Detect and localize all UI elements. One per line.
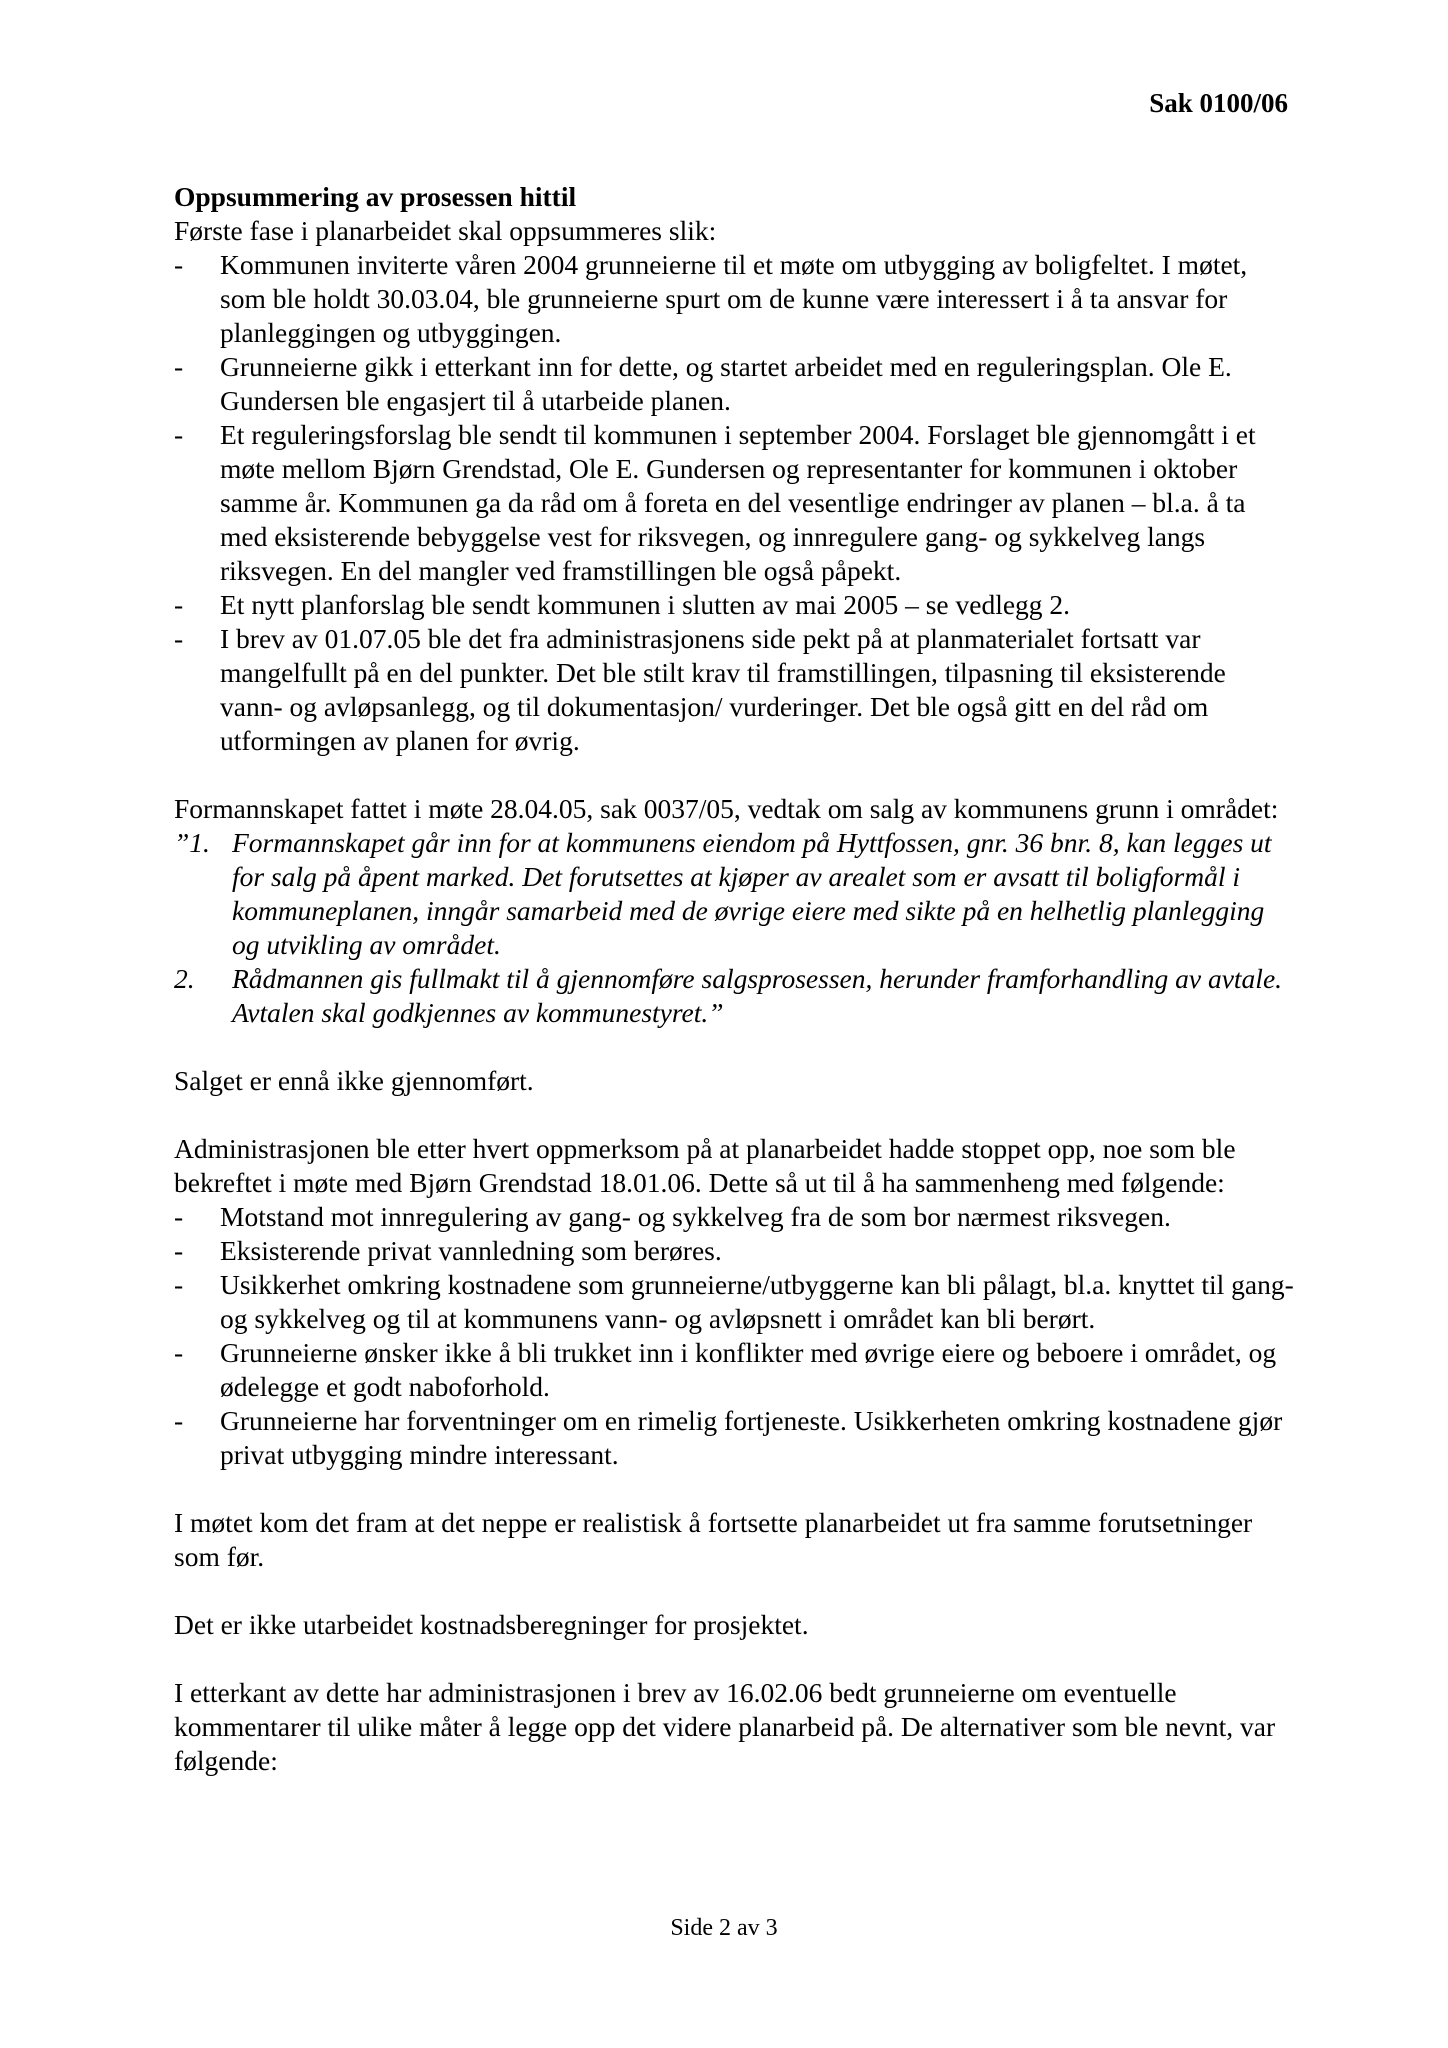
list-item [174, 1404, 1294, 1472]
dash-bullet: - [174, 419, 184, 450]
spacer [174, 1030, 1294, 1064]
list-item-text: Grunneierne har forventninger om en rimelig fortjeneste. Usikkerheten omkring kostnadene gjør privat utbygging mindre interessant. [220, 1405, 1283, 1470]
dash-bullet: - [174, 1235, 184, 1266]
document-body [174, 180, 1294, 1778]
list-item [174, 1200, 1294, 1234]
decision-item [174, 826, 1294, 962]
list-item-text: Motstand mot innregulering av gang- og sykkelveg fra de som bor nærmest riksvegen. [220, 1201, 1171, 1232]
page-footer: Side 2 av 3 [670, 1915, 778, 1941]
list-item [174, 588, 1294, 622]
list-item [174, 418, 1294, 588]
list-item-text: Grunneierne gikk i etterkant inn for dette, og startet arbeidet med en reguleringsplan. Ole E. Gundersen ble engasjert til å utarbeide planen. [220, 351, 1232, 416]
list-item [174, 248, 1294, 350]
process-list [174, 248, 1294, 758]
dash-bullet: - [174, 1337, 184, 1368]
decision-item [174, 962, 1294, 1030]
section-title: Oppsummering av prosessen hittil [174, 181, 577, 212]
dash-bullet: - [174, 1269, 184, 1300]
formannskap-paragraph: Formannskapet fattet i møte 28.04.05, sak 0037/05, vedtak om salg av kommunens grunn i området: [174, 793, 1279, 824]
dash-bullet: - [174, 351, 184, 382]
list-item [174, 1336, 1294, 1404]
sale-status-text: Salget er ennå ikke gjennomført. [174, 1065, 534, 1096]
cost-paragraph: Det er ikke utarbeidet kostnadsberegninger for prosjektet. [174, 1609, 809, 1640]
list-item-text: I brev av 01.07.05 ble det fra administrasjonens side pekt på at planmaterialet fortsatt var mangelfullt på en del punkter. Det ble stilt krav til framstillingen, tilpasning til eksisterende vann- og avløpsanlegg, og til dokumentasjon/ vurderinger. Det ble også gitt en del råd om utformingen av planen for øvrig. [220, 623, 1226, 756]
list-item-text: Kommunen inviterte våren 2004 grunneierne til et møte om utbygging av boligfeltet. I møtet, som ble holdt 30.03.04, ble grunneierne spurt om de kunne være interessert i å ta ansvar for planleggingen og utbyggingen. [220, 249, 1248, 348]
spacer [174, 1472, 1294, 1506]
decision-number: 2. [174, 963, 195, 994]
dash-bullet: - [174, 589, 184, 620]
admin-paragraph: Administrasjonen ble etter hvert oppmerksom på at planarbeidet hadde stoppet opp, noe som ble bekreftet i møte med Bjørn Grendstad 18.01.06. Dette så ut til å ha sammenheng med følgende: [174, 1133, 1236, 1198]
list-item [174, 1268, 1294, 1336]
issues-list [174, 1200, 1294, 1472]
list-item-text: Et reguleringsforslag ble sendt til kommunen i september 2004. Forslaget ble gjennomgått i et møte mellom Bjørn Grendstad, Ole E. Gundersen og representanter for kommunen i oktober samme år. Kommunen ga da råd om å foreta en del vesentlige endringer av planen – bl.a. å ta med eksisterende bebyggelse vest for riksvegen, og innregulere gang- og sykkelveg langs riksvegen. En del mangler ved framstillingen ble også påpekt. [220, 419, 1256, 586]
spacer [174, 1642, 1294, 1676]
decision-quote [174, 826, 1294, 1030]
dash-bullet: - [174, 1201, 184, 1232]
list-item-text: Usikkerhet omkring kostnadene som grunneierne/utbyggerne kan bli pålagt, bl.a. knyttet til gang- og sykkelveg og til at kommunens vann- og avløpsnett i området kan bli berørt. [220, 1269, 1294, 1334]
list-item-text: Grunneierne ønsker ikke å bli trukket inn i konflikter med øvrige eiere og beboere i området, og ødelegge et godt naboforhold. [220, 1337, 1277, 1402]
case-number: Sak 0100/06 [1149, 88, 1288, 118]
spacer [174, 1574, 1294, 1608]
list-item-text: Eksisterende privat vannledning som berøres. [220, 1235, 722, 1266]
letter-paragraph: I etterkant av dette har administrasjonen i brev av 16.02.06 bedt grunneierne om eventuelle kommentarer til ulike måter å legge opp det videre planarbeid på. De alternativer som ble nevnt, var følgende: [174, 1677, 1276, 1776]
list-item-text: Et nytt planforslag ble sendt kommunen i slutten av mai 2005 – se vedlegg 2. [220, 589, 1071, 620]
meeting-paragraph: I møtet kom det fram at det neppe er realistisk å fortsette planarbeidet ut fra samme forutsetninger som før. [174, 1507, 1253, 1572]
decision-text: Formannskapet går inn for at kommunens eiendom på Hyttfossen, gnr. 36 bnr. 8, kan legges ut for salg på åpent marked. Det forutsettes at kjøper av arealet som er avsatt til boligformål i kommuneplanen, inngår samarbeid med de øvrige eiere med sikte på en helhetlig planlegging og utvikling av området. [232, 827, 1272, 960]
dash-bullet: - [174, 623, 184, 654]
spacer [174, 758, 1294, 792]
decision-number: ”1. [174, 827, 210, 858]
dash-bullet: - [174, 1405, 184, 1436]
list-item [174, 350, 1294, 418]
spacer [174, 1098, 1294, 1132]
decision-text: Rådmannen gis fullmakt til å gjennomføre salgsprosessen, herunder framforhandling av avtale. Avtalen skal godkjennes av kommunestyret.” [232, 963, 1283, 1028]
list-item [174, 622, 1294, 758]
list-item [174, 1234, 1294, 1268]
intro-text: Første fase i planarbeidet skal oppsummeres slik: [174, 215, 717, 246]
dash-bullet: - [174, 249, 184, 280]
